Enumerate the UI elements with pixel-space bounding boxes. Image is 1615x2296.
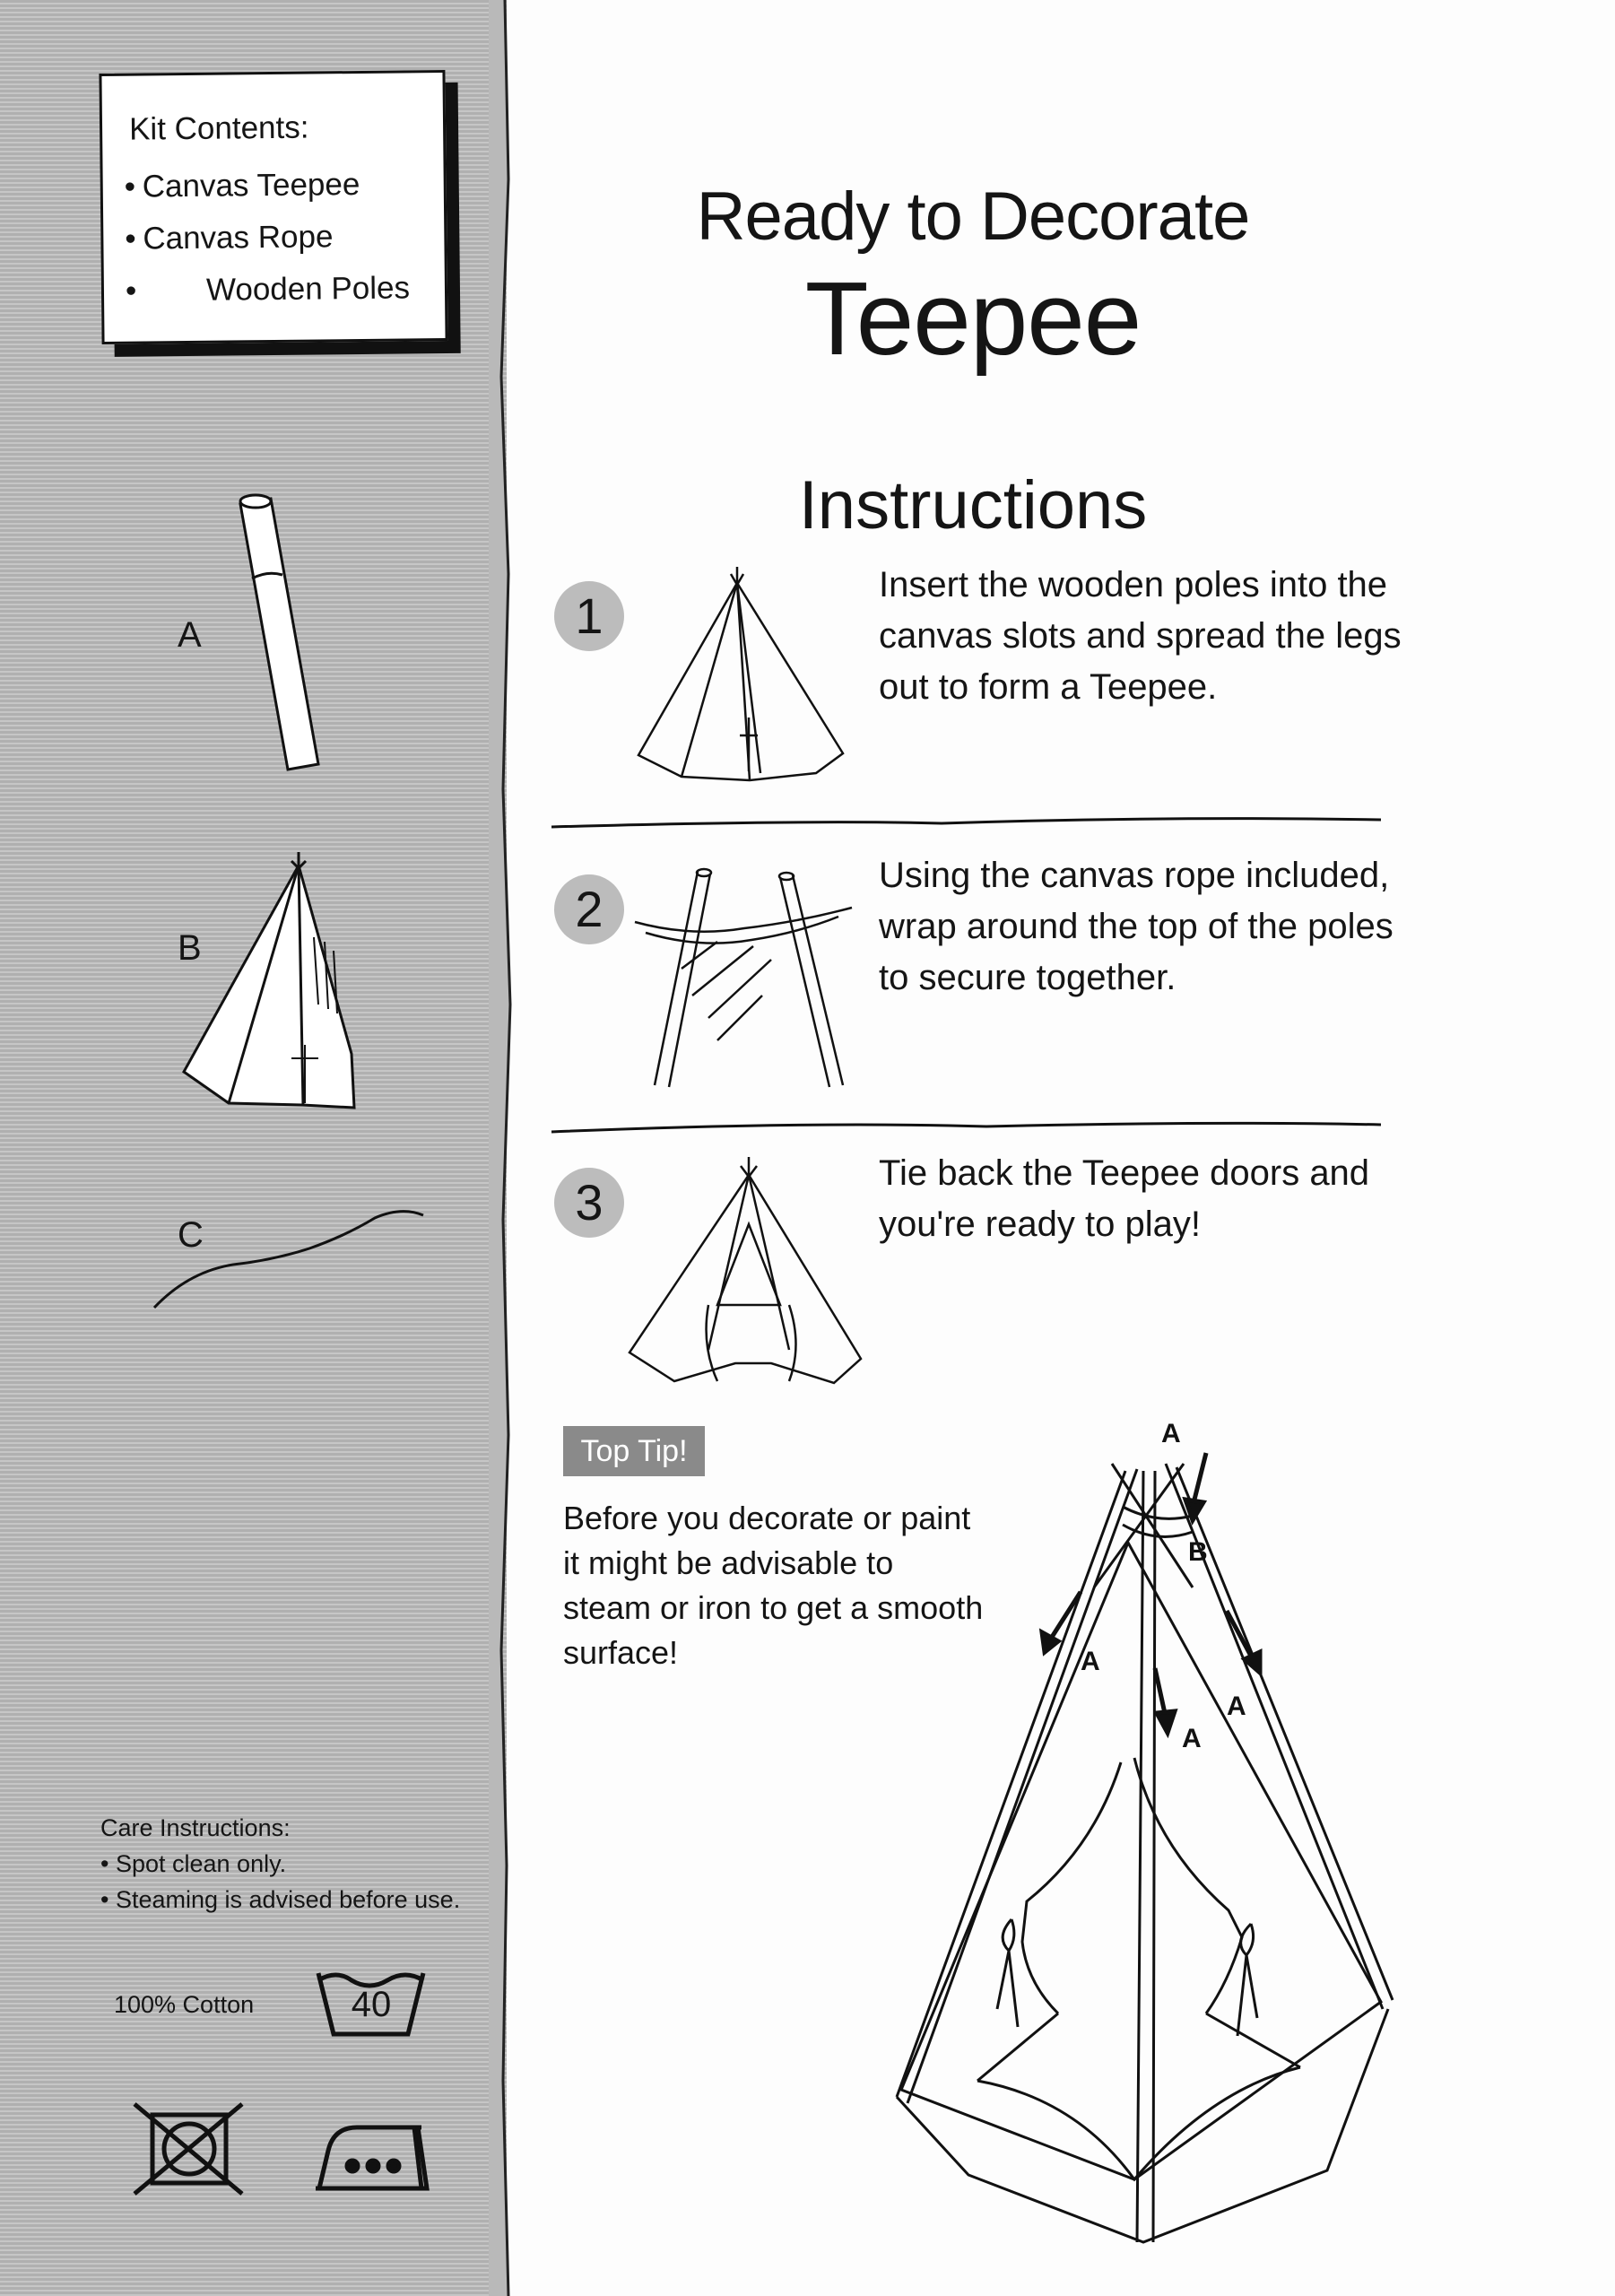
kit-item: • Canvas Rope xyxy=(125,219,334,257)
step-text: Insert the wooden poles into the canvas slots and spread the legs out to form a Teepee. xyxy=(879,565,1402,707)
part-label-a: A xyxy=(178,615,202,655)
step2-poles-icon xyxy=(635,869,852,1087)
step-text: Using the canvas rope included, wrap around the top of the poles to secure together. xyxy=(879,856,1394,997)
step-number: 3 xyxy=(554,1168,624,1238)
diagram-label-a: A xyxy=(1161,1419,1181,1448)
diagram-label-a: A xyxy=(1227,1692,1246,1721)
diagram-label-a: A xyxy=(1081,1647,1100,1676)
step-divider xyxy=(551,1123,1381,1132)
diagram-label-a: A xyxy=(1182,1724,1202,1753)
page-title: Teepee xyxy=(804,260,1142,377)
material-label: 100% Cotton xyxy=(114,1991,255,2018)
part-label-b: B xyxy=(178,928,202,968)
step3-teepee-icon xyxy=(630,1157,861,1383)
step-text: Tie back the Teepee doors and you're ready to play! xyxy=(879,1153,1370,1244)
care-title: Care Instructions: xyxy=(100,1814,291,1841)
top-tip-badge: Top Tip! xyxy=(563,1426,705,1476)
subtitle: Ready to Decorate xyxy=(696,178,1250,255)
instructions-heading: Instructions xyxy=(798,467,1148,544)
step-divider xyxy=(551,819,1381,827)
step1-teepee-icon xyxy=(638,567,843,780)
care-line: • Spot clean only. xyxy=(100,1850,287,1877)
kit-item: • Canvas Teepee xyxy=(124,166,360,204)
wash-temperature: 40 xyxy=(351,1985,392,2024)
diagram-label-b: B xyxy=(1188,1537,1208,1567)
kit-item: • Wooden Poles xyxy=(125,270,411,309)
care-line: • Steaming is advised before use. xyxy=(100,1886,461,1913)
step-number: 2 xyxy=(554,874,624,944)
part-label-c: C xyxy=(178,1215,204,1255)
kit-contents-title: Kit Contents: xyxy=(128,109,309,147)
top-tip-text: Before you decorate or paint it might be advisable to steam or iron to get a smooth surface! xyxy=(563,1500,984,1671)
step-number: 1 xyxy=(554,581,624,651)
